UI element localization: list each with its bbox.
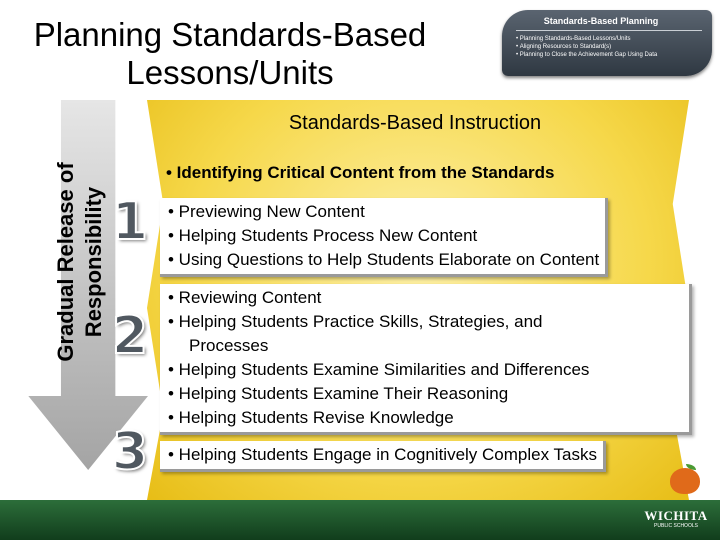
list-item: • Using Questions to Help Students Elaborate on Content bbox=[168, 250, 600, 269]
logo-tagline: PUBLIC SCHOOLS bbox=[654, 523, 698, 529]
panel-title: Standards-Based Instruction bbox=[288, 112, 542, 134]
step-number-2: 2 bbox=[111, 306, 149, 366]
bullet-box-1 bbox=[160, 198, 608, 277]
list-item: • Helping Students Examine Their Reasoning bbox=[168, 384, 509, 403]
apple-icon bbox=[670, 468, 700, 494]
district-logo bbox=[628, 464, 720, 540]
page-title bbox=[0, 16, 460, 92]
list-item: • Helping Students Engage in Cognitively Complex Tasks bbox=[168, 445, 597, 464]
arrow-label-line-2: Responsibility bbox=[81, 186, 106, 338]
arrow-label bbox=[52, 112, 116, 412]
list-item: • Helping Students Examine Similarities and Differences bbox=[168, 360, 590, 379]
step-number-1: 1 bbox=[111, 192, 149, 252]
list-item: • Reviewing Content bbox=[168, 288, 322, 307]
bullet-box-3 bbox=[160, 441, 606, 472]
footer-bar bbox=[0, 500, 720, 540]
critical-content-bullet bbox=[166, 161, 554, 185]
list-item: • Previewing New Content bbox=[168, 202, 365, 221]
logo-wordmark: WICHITA bbox=[644, 508, 708, 523]
nav-item-aligning-resources[interactable]: • Aligning Resources to Standard(s) bbox=[516, 43, 702, 51]
list-item: • Identifying Critical Content from the Standards bbox=[166, 163, 555, 182]
page-title-line-2: Lessons/Units bbox=[126, 54, 334, 91]
nav-item-planning-lessons[interactable]: • Planning Standards-Based Lessons/Units bbox=[516, 35, 702, 43]
bullet-box-2 bbox=[160, 284, 692, 435]
planning-nav-card[interactable] bbox=[502, 10, 712, 76]
page-title-line-1: Planning Standards-Based bbox=[33, 16, 427, 53]
nav-item-closing-gap[interactable]: • Planning to Close the Achievement Gap Using Data bbox=[516, 51, 702, 59]
list-item: • Helping Students Revise Knowledge bbox=[168, 408, 454, 427]
list-item: Processes bbox=[189, 336, 269, 355]
arrow-label-line-1: Gradual Release of bbox=[53, 162, 78, 362]
nav-card-title: Standards-Based Planning bbox=[516, 16, 702, 31]
list-item: • Helping Students Practice Skills, Strategies, and bbox=[168, 312, 543, 331]
list-item: • Helping Students Process New Content bbox=[168, 226, 478, 245]
step-number-3: 3 bbox=[111, 422, 149, 482]
